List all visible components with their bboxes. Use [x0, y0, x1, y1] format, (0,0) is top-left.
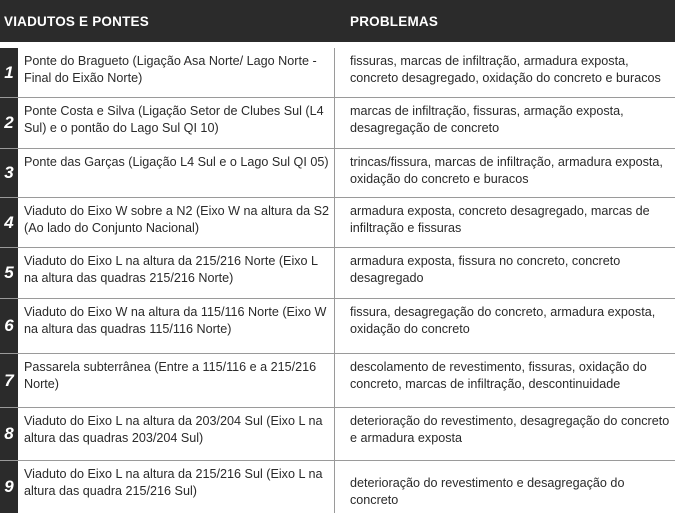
table-header — [0, 0, 675, 42]
row-place: Ponte Costa e Silva (Ligação Setor de Clubes Sul (L4 Sul) e o pontão do Lago Sul QI 10) — [18, 98, 335, 148]
table-row — [0, 408, 675, 461]
table-row — [0, 354, 675, 408]
row-number: 7 — [0, 354, 18, 407]
table-row — [0, 48, 675, 98]
row-place: Ponte do Bragueto (Ligação Asa Norte/ Lago Norte - Final do Eixão Norte) — [18, 48, 335, 97]
row-number: 9 — [0, 461, 18, 513]
row-problems: marcas de infiltração, fissuras, armação exposta, desagregação de concreto — [350, 104, 624, 135]
header-viaducts-bridges: VIADUTOS E PONTES — [4, 13, 149, 29]
table-row — [0, 98, 675, 149]
row-place: Ponte das Garças (Ligação L4 Sul e o Lago Sul QI 05) — [18, 149, 335, 197]
row-place: Passarela subterrânea (Entre a 115/116 e a 215/216 Norte) — [18, 354, 335, 407]
header-problems: PROBLEMAS — [350, 13, 439, 29]
row-number: 8 — [0, 408, 18, 460]
row-place: Viaduto do Eixo L na altura da 203/204 Sul (Eixo L na altura das quadras 203/204 Sul) — [18, 408, 335, 460]
row-problems: fissura, desagregação do concreto, armadura exposta, oxidação do concreto — [350, 305, 656, 336]
row-place: Viaduto do Eixo W na altura da 115/116 Norte (Eixo W na altura das quadras 115/116 Norte) — [18, 299, 335, 353]
row-place: Viaduto do Eixo L na altura da 215/216 Sul (Eixo L na altura das quadra 215/216 Sul) — [18, 461, 335, 513]
table-row — [0, 198, 675, 248]
row-problems: trincas/fissura, marcas de infiltração, armadura exposta, oxidação do concreto e buracos — [350, 155, 663, 186]
row-problems: deterioração do revestimento e desagregação do concreto — [350, 476, 625, 507]
table-row — [0, 149, 675, 198]
row-problems: armadura exposta, fissura no concreto, concreto desagregado — [350, 254, 621, 285]
row-problems: descolamento de revestimento, fissuras, oxidação do concreto, marcas de infiltração, descontinuidade — [350, 360, 647, 391]
row-number: 3 — [0, 149, 18, 197]
row-place: Viaduto do Eixo L na altura da 215/216 Norte (Eixo L na altura das quadras 215/216 Norte) — [18, 248, 335, 298]
table-row — [0, 299, 675, 354]
row-number: 2 — [0, 98, 18, 148]
row-number: 6 — [0, 299, 18, 353]
row-problems: fissuras, marcas de infiltração, armadura exposta, concreto desagregado, oxidação do concreto e buracos — [350, 54, 661, 85]
row-problems: armadura exposta, concreto desagregado, marcas de infiltração e fissuras — [350, 204, 650, 235]
table-row — [0, 248, 675, 299]
row-number: 1 — [0, 48, 18, 97]
row-problems: deterioração do revestimento, desagregação do concreto e armadura exposta — [350, 414, 670, 445]
row-number: 4 — [0, 198, 18, 247]
table-row — [0, 461, 675, 513]
row-place: Viaduto do Eixo W sobre a N2 (Eixo W na altura da S2 (Ao lado do Conjunto Nacional) — [18, 198, 335, 247]
row-number: 5 — [0, 248, 18, 298]
